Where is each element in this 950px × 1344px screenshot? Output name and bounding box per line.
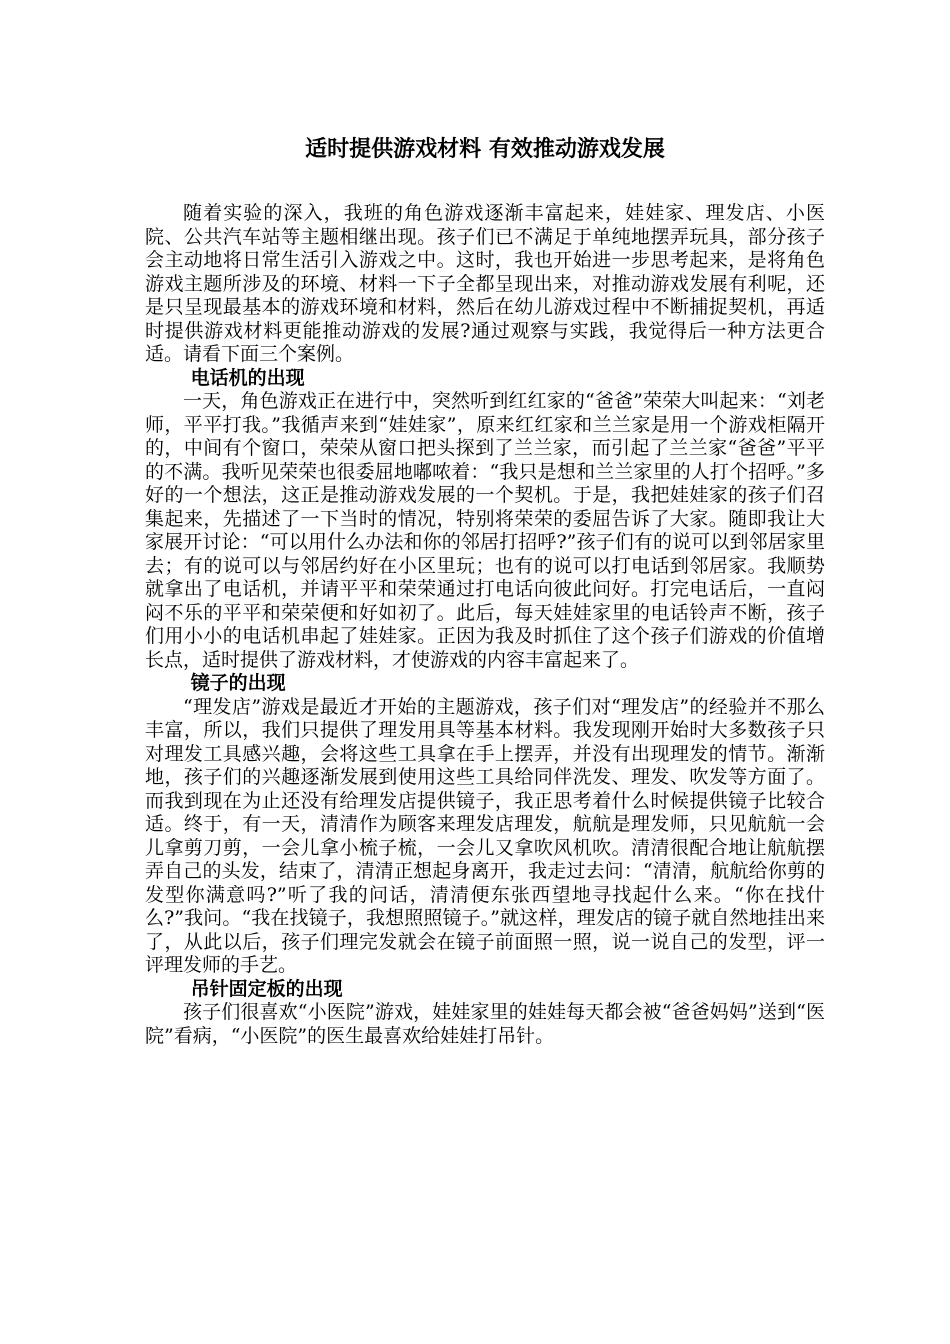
section-heading: 吊针固定板的出现 (190, 977, 343, 1000)
section-paragraph: 一天，角色游戏正在进行中，突然听到红红家的“爸爸”荣荣大叫起来：“刘老师，平平打我。”我循声来到“娃娃家”，原来红红家和兰兰家是用一个游戏柜隔开的，中间有个窗口，荣荣从窗口把头探到了兰兰家，而引起了兰兰家“爸爸”平平的不满。我听见荣荣也很委屈地嘟哝着：“我只是想和兰兰家里的人打个招呼。”多好的一个想法，这正是推动游戏发展的一个契机。于是，我把娃娃家的孩子们召集起来，先描述了一下当时的情况，特别将荣荣的委屈告诉了大家。随即我让大家展开讨论：“可以用什么办法和你的邻居打招呼?”孩子们有的说可以到邻居家里去；有的说可以与邻居约好在小区里玩；也有的说可以打电话到邻居家。我顺势就拿出了电话机，并请平平和荣荣通过打电话向彼此问好。打完电话后，一直闷闷不乐的平平和荣荣便和好如初了。此后，每天娃娃家里的电话铃声不断，孩子们用小小的电话机串起了娃娃家。正因为我及时抓住了这个孩子们游戏的价值增长点，适时提供了游戏材料，才使游戏的内容丰富起来了。 (145, 390, 825, 671)
section-paragraph: 孩子们很喜欢“小医院”游戏，娃娃家里的娃娃每天都会被“爸爸妈妈”送到“医院”看病，“小医院”的医生最喜欢给娃娃打吊针。 (145, 1001, 825, 1047)
section-heading: 电话机的出现 (190, 366, 305, 389)
document-title: 适时提供游戏材料 有效推动游戏发展 (305, 137, 665, 162)
section-iv-board (145, 978, 825, 1049)
section-telephone (145, 367, 825, 673)
document-page (145, 134, 825, 1048)
section-paragraph: “理发店”游戏是最近才开始的主题游戏，孩子们对“理发店”的经验并不那么丰富，所以，我们只提供了理发用具等基本材料。我发现刚开始时大多数孩子只对理发工具感兴趣，会将这些工具拿在手上摆弄，并没有出现理发的情节。渐渐地，孩子们的兴趣逐渐发展到使用这些工具给同伴洗发、理发、吹发等方面了。而我到现在为止还没有给理发店提供镜子，我正思考着什么时候提供镜子比较合适。终于，有一天，清清作为顾客来理发店理发，航航是理发师，只见航航一会儿拿剪刀剪，一会儿拿小梳子梳，一会儿又拿吹风机吹。清清很配合地让航航摆弄自己的头发，结束了，清清正想起身离开，我走过去问：“清清，航航给你剪的发型你满意吗?”听了我的问话，清清便东张西望地寻找起什么来。“你在找什么?”我问。“我在找镜子，我想照照镜子。”就这样，理发店的镜子就自然地挂出来了，从此以后，孩子们理完发就会在镜子前面照一照，说一说自己的发型，评一评理发师的手艺。 (145, 695, 825, 976)
section-mirror (145, 672, 825, 978)
intro-paragraph: 随着实验的深入，我班的角色游戏逐渐丰富起来，娃娃家、理发店、小医院、公共汽车站等主题相继出现。孩子们已不满足于单纯地摆弄玩具，部分孩子会主动地将日常生活引入游戏之中。这时，我也开始进一步思考起来，是将角色游戏主题所涉及的环境、材料一下子全都呈现出来，对推动游戏发展有利呢，还是只呈现最基本的游戏环境和材料，然后在幼儿游戏过程中不断捕捉契机，再适时提供游戏材料更能推动游戏的发展?通过观察与实践，我觉得后一种方法更合适。请看下面三个案例。 (145, 202, 825, 365)
section-heading: 镜子的出现 (190, 672, 286, 694)
